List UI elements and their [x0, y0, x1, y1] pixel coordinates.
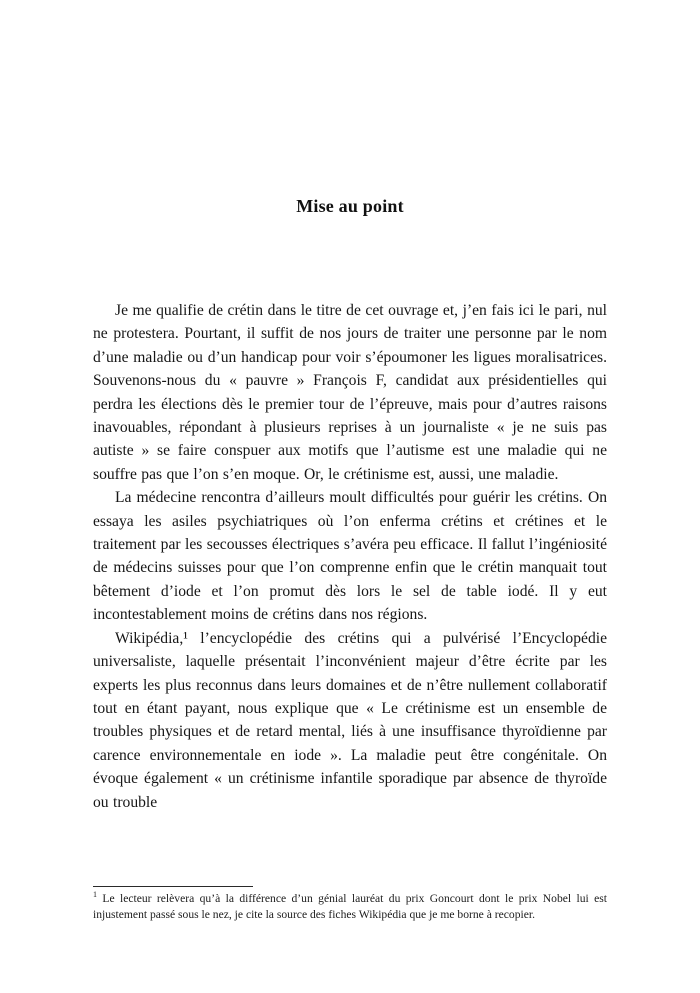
paragraph-2: La médecine rencontra d’ailleurs moult difficultés pour guérir les crétins. On essaya les asiles psychiatriques où l’on enferma crétins et crétines et le traitement par les secousses électriques s’avéra peu efficace. Il fallut l’ingéniosité de médecins suisses pour que l’on comprenne enfin que le crétin manquait tout bêtement d’iode et l’on promut dès lors le sel de table iodé. Il y eut incontestablement moins de crétins dans nos régions.: [93, 489, 607, 624]
chapter-title: Mise au point: [296, 196, 404, 216]
footnote-body: Le lecteur relèvera qu’à la différence d’un génial lauréat du prix Goncourt dont le prix Nobel lui est injustement passé sous le nez, je cite la source des fiches Wikipédia que je me borne à recopier.: [93, 892, 607, 922]
paragraph-1: Je me qualifie de crétin dans le titre de cet ouvrage et, j’en fais ici le pari, nul ne protestera. Pourtant, il suffit de nos jours de traiter une personne par le nom d’une maladie ou d’un handicap pour voir s’époumoner les ligues moralisatrices. Souvenons-nous du « pauvre » François F, candidat aux présidentielles qui perdra les élections dès le premier tour de l’épreuve, mais pour d’autres raisons inavouables, répondant à plusieurs reprises à un journaliste « je ne suis pas autiste » se faire conspuer aux motifs que l’autisme est une maladie qui ne souffre pas que l’on s’en moque. Or, le crétinisme est, aussi, une maladie.: [93, 302, 607, 483]
paragraph-3: Wikipédia,¹ l’encyclopédie des crétins qui a pulvérisé l’Encyclopédie universaliste, laquelle présentait l’inconvénient majeur d’être écrite par les experts les plus reconnus dans leurs domaines et de n’être nullement collaboratif tout en étant payant, nous explique que « Le crétinisme est un ensemble de troubles physiques et de retard mental, liés à une insuffisance thyroïdienne par carence environnementale en iode ». La maladie peut être congénitale. On évoque également « un crétinisme infantile sporadique par absence de thyroïde ou trouble: [93, 629, 607, 811]
footnote-divider: [93, 886, 253, 887]
footnote-marker: 1: [93, 890, 97, 900]
body-text: [93, 299, 607, 887]
footnote-text: [93, 891, 607, 924]
footnote-area: [93, 884, 607, 924]
